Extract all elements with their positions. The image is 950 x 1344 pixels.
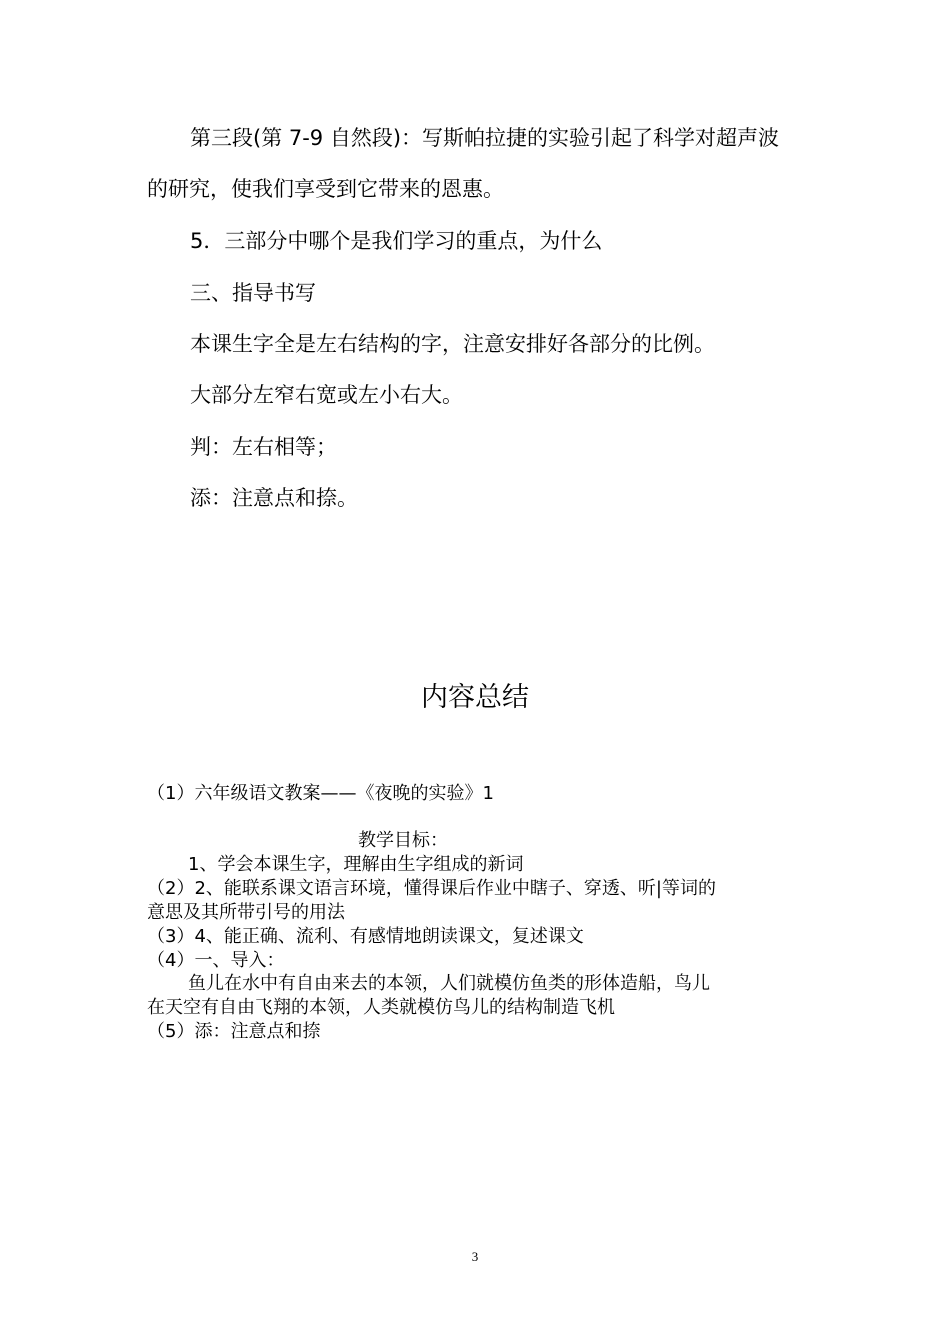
- summary-item-3: （3）4、能正确、流利、有感情地朗读课文，复述课文: [147, 926, 584, 947]
- body-paragraph-section-three: 第三段(第 7-9 自然段)：写斯帕拉捷的实验引起了科学对超声波: [190, 126, 780, 150]
- body-paragraph-section-three-cont: 的研究，使我们享受到它带来的恩惠。: [147, 177, 504, 201]
- body-paragraph-proportion: 大部分左窄右宽或左小右大。: [190, 383, 463, 407]
- summary-objectives-heading: 教学目标：: [358, 830, 448, 851]
- body-heading-writing-guide: 三、指导书写: [190, 281, 316, 305]
- summary-item-1: （1）六年级语文教案——《夜晚的实验》1: [147, 783, 494, 804]
- summary-item-5: （5）添：注意点和捺: [147, 1021, 321, 1042]
- body-paragraph-question-5: 5．三部分中哪个是我们学习的重点，为什么: [190, 229, 603, 253]
- summary-item-2: （2）2、能联系课文语言环境，懂得课后作业中瞎子、穿透、听|等词的: [147, 878, 716, 899]
- summary-intro-text: 鱼儿在水中有自由来去的本领，人们就模仿鱼类的形体造船，鸟儿: [188, 973, 710, 994]
- page-number: 3: [471, 1249, 479, 1264]
- summary-item-2-cont: 意思及其所带引号的用法: [147, 902, 345, 923]
- body-paragraph-character-structure: 本课生字全是左右结构的字，注意安排好各部分的比例。: [190, 332, 715, 356]
- body-paragraph-tian: 添：注意点和捺。: [190, 486, 358, 510]
- summary-objective-1: 1、学会本课生字，理解由生字组成的新词: [188, 854, 524, 875]
- summary-title: 内容总结: [421, 682, 529, 713]
- summary-intro-text-cont: 在天空有自由飞翔的本领，人类就模仿鸟儿的结构制造飞机: [147, 997, 615, 1018]
- body-paragraph-pan: 判：左右相等；: [190, 435, 337, 459]
- summary-item-4: （4）一、导入：: [147, 950, 285, 971]
